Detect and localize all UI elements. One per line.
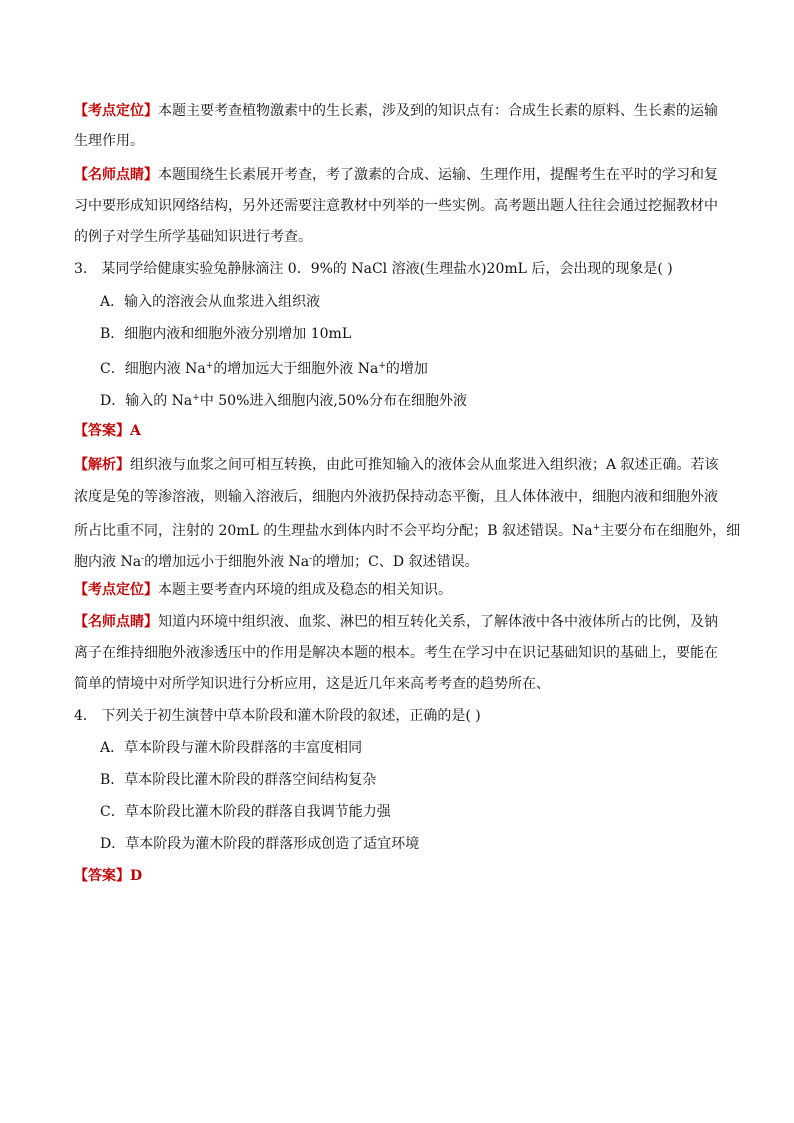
answer-tag: 【答案】 (74, 423, 130, 439)
q3-kaodian (74, 580, 452, 600)
kaodian-tag: 【考点定位】 (74, 582, 158, 598)
answer-value: D (130, 868, 143, 884)
mingshi-line-3: 的例子对学生所学基础知识进行考查。 (74, 229, 312, 245)
analysis-text-3a: 所占比重不同，注射的 20mL 的生理盐水到体内时不会平均分配；B 叙述错误。Na (74, 523, 593, 539)
kaodian-line-2: 生理作用。 (74, 133, 144, 149)
q4-answer (74, 866, 142, 886)
kaodian-text: 本题主要考查内环境的组成及稳态的相关知识。 (158, 582, 452, 598)
q3-option-c-part1: C．细胞内液 Na (100, 361, 206, 377)
q3-option-c-part3: 的增加 (385, 361, 428, 377)
superscript-minus: - (141, 554, 145, 564)
kaodian-text: 本题主要考查植物激素中的生长素，涉及到的知识点有：合成生长素的原料、生长素的运输 (158, 103, 718, 119)
q4-option-b: B．草本阶段比灌木阶段的群落空间结构复杂 (100, 772, 377, 788)
mingshi-line-2: 习中要形成知识网络结构，另外还需要注意教材中列举的一些实例。高考题出题人往往会通过挖掘教材中 (74, 198, 718, 214)
q3-mingshi-line-2: 离子在维持细胞外液渗透压中的作用是解决本题的根本。考生在学习中在识记基础知识的基础上，要能在 (74, 645, 718, 661)
q3-option-d-part2: 中 50%进入细胞内液,50%分布在细胞外液 (199, 393, 467, 409)
q3-analysis-line-4 (74, 549, 479, 572)
q3-option-d (100, 388, 467, 411)
superscript-plus: + (192, 393, 200, 403)
q3-analysis-line-3 (74, 518, 740, 541)
q3-mingshi-line-3: 简单的情境中对所学知识进行分析应用，这是近几年来高考考查的趋势所在、 (74, 676, 550, 692)
q3-stem: 3． 某同学给健康实验兔静脉滴注 0．9%的 NaCl 溶液(生理盐水)20mL 后，会出现的现象是( ) (74, 261, 673, 277)
q3-analysis-line-1 (74, 455, 719, 475)
q3-option-a: A．输入的溶液会从血浆进入组织液 (100, 294, 321, 310)
superscript-plus: + (592, 523, 601, 533)
q4-option-c: C．草本阶段比灌木阶段的群落自我调节能力强 (100, 804, 391, 820)
q3-answer (74, 421, 141, 441)
q3-option-c (100, 356, 428, 379)
q3-analysis-line-2: 浓度是兔的等渗溶液，则输入溶液后，细胞内外液扔保持动态平衡，且人体体液中，细胞内液和细胞外液 (74, 489, 718, 505)
superscript-minus: - (309, 554, 313, 564)
superscript-plus: + (205, 361, 214, 371)
analysis-text-4a: 胞内液 Na (74, 554, 142, 570)
answer-value: A (130, 423, 141, 439)
q3-option-d-part1: D．输入的 Na (100, 393, 193, 409)
kaodian-line-1 (74, 101, 718, 121)
kaodian-tag: 【考点定位】 (74, 103, 158, 119)
analysis-text-4c: 的增加；C、D 叙述错误。 (312, 554, 479, 570)
analysis-text-3b: 主要分布在细胞外，细 (600, 523, 741, 539)
answer-tag: 【答案】 (74, 868, 130, 884)
q3-option-b: B．细胞内液和细胞外液分别增加 10mL (100, 326, 352, 342)
mingshi-text: 本题围绕生长素展开考查，考了激素的合成、运输、生理作用，提醒考生在平时的学习和复 (158, 167, 718, 183)
q4-option-a: A．草本阶段与灌木阶段群落的丰富度相同 (100, 740, 363, 756)
superscript-plus: + (378, 361, 386, 371)
analysis-text-4b: 的增加远小于细胞外液 Na (144, 554, 310, 570)
analysis-tag: 【解析】 (74, 457, 130, 473)
analysis-text-1: 组织液与血浆之间可相互转换，由此可推知输入的液体会从血浆进入组织液；A 叙述正确。若该 (130, 457, 719, 473)
q3-mingshi-line-1 (74, 612, 718, 632)
q3-option-c-part2: 的增加远大于细胞外液 Na (213, 361, 379, 377)
mingshi-tag: 【名师点睛】 (74, 614, 158, 630)
mingshi-text: 知道内环境中组织液、血浆、淋巴的相互转化关系，了解体液中各中液体所占的比例，及钠 (158, 614, 718, 630)
q4-option-d: D．草本阶段为灌木阶段的群落形成创造了适宜环境 (100, 836, 420, 852)
mingshi-tag: 【名师点睛】 (74, 167, 158, 183)
q4-stem: 4． 下列关于初生演替中草本阶段和灌木阶段的叙述，正确的是( ) (74, 708, 481, 724)
mingshi-line-1 (74, 165, 718, 185)
